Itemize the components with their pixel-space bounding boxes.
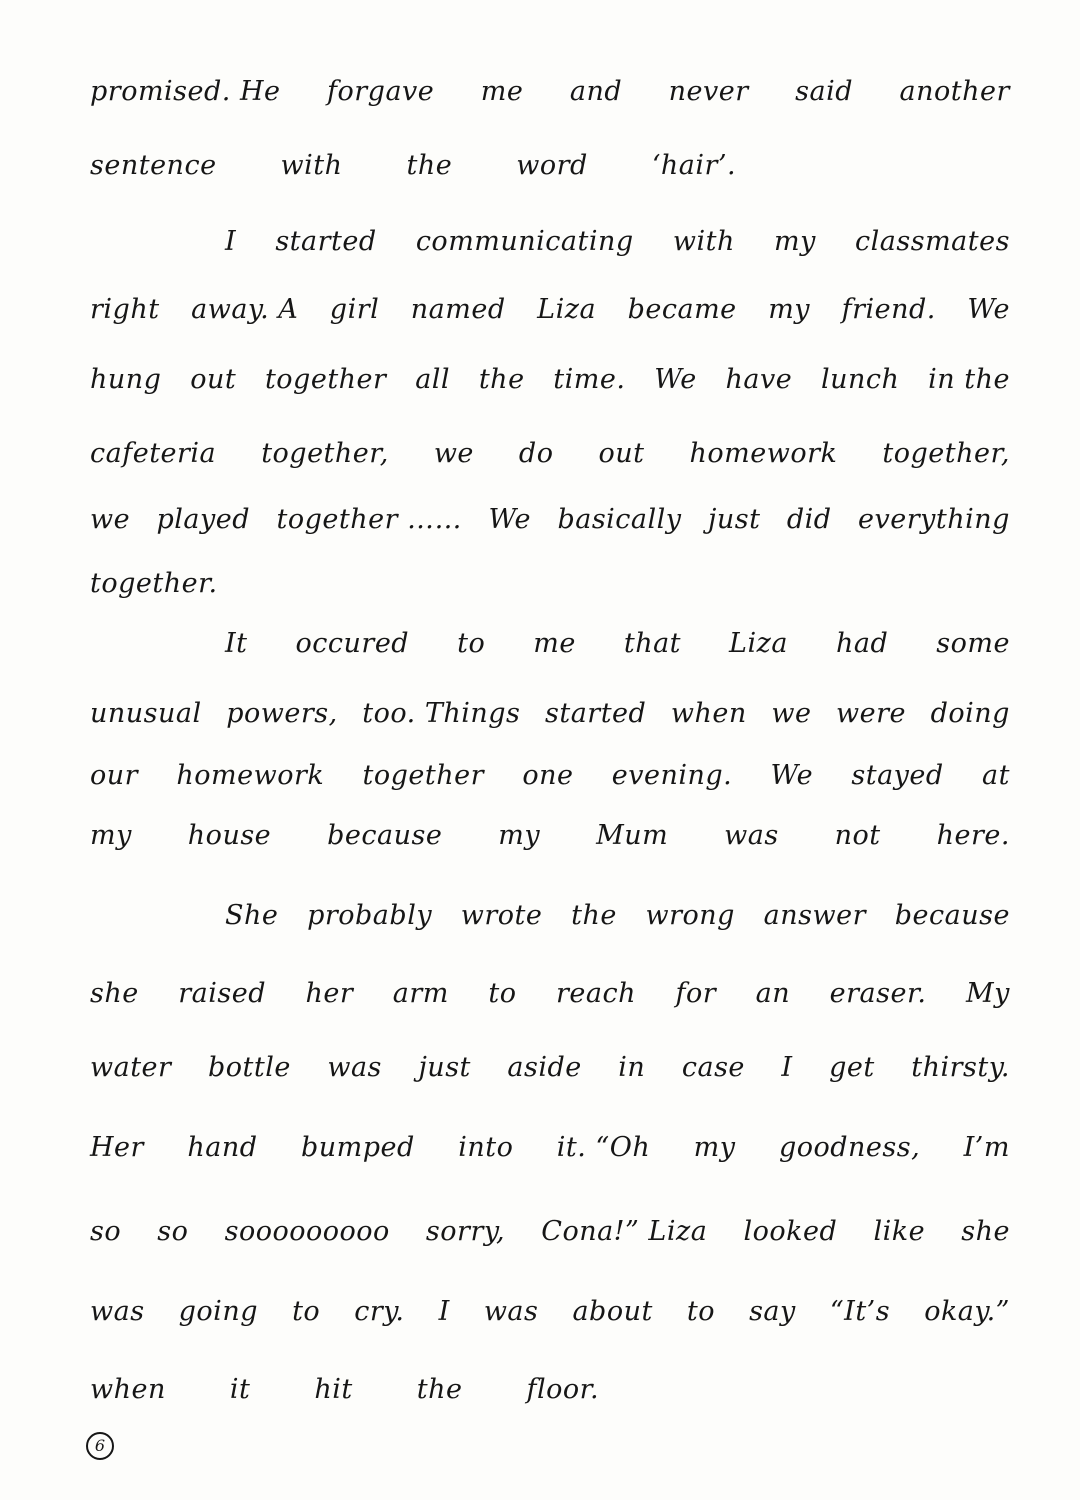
word: just xyxy=(418,1052,471,1083)
word: out xyxy=(598,438,645,469)
word: classmates xyxy=(855,226,1010,257)
word: my xyxy=(693,1132,736,1163)
word: cafeteria xyxy=(90,438,217,469)
word: she xyxy=(961,1216,1010,1247)
word: doing xyxy=(930,698,1010,729)
text-line xyxy=(90,1374,1010,1405)
word: word xyxy=(516,150,588,181)
page-number xyxy=(86,1432,114,1460)
word: to xyxy=(457,628,486,659)
word: We xyxy=(488,504,532,535)
word: for xyxy=(675,978,717,1009)
word: powers, xyxy=(226,698,338,729)
word: my xyxy=(768,294,811,325)
word: too. Things xyxy=(362,698,521,729)
word: reach xyxy=(556,978,636,1009)
word: case xyxy=(681,1052,745,1083)
word: we xyxy=(433,438,474,469)
word: all xyxy=(415,364,451,395)
word: because xyxy=(894,900,1010,931)
word: so xyxy=(157,1216,189,1247)
word: Mum xyxy=(596,820,669,851)
text-line xyxy=(90,150,1010,181)
text-line xyxy=(90,1052,1010,1083)
text-line xyxy=(90,504,1010,535)
word: were xyxy=(836,698,907,729)
word: stayed xyxy=(851,760,944,791)
word: together. xyxy=(90,568,218,599)
word: with xyxy=(672,226,735,257)
word: never xyxy=(668,76,749,107)
word: together xyxy=(362,760,485,791)
word: do xyxy=(518,438,554,469)
word: I xyxy=(781,1052,793,1083)
word: like xyxy=(873,1216,926,1247)
word: occured xyxy=(295,628,410,659)
word: her xyxy=(305,978,354,1009)
word: here. xyxy=(936,820,1010,851)
word: evening. xyxy=(611,760,733,791)
text-line xyxy=(90,76,1010,107)
word: hung xyxy=(90,364,162,395)
word: water xyxy=(90,1052,172,1083)
word: We xyxy=(654,364,697,395)
word: an xyxy=(755,978,791,1009)
word: We xyxy=(770,760,814,791)
text-line xyxy=(90,294,1010,325)
word: Cona!” Liza xyxy=(541,1216,708,1247)
word: house xyxy=(187,820,272,851)
word: sorry, xyxy=(425,1216,506,1247)
word: communicating xyxy=(415,226,634,257)
word: floor. xyxy=(526,1374,600,1405)
word: me xyxy=(533,628,576,659)
word: together, xyxy=(882,438,1010,469)
text-line xyxy=(90,760,1010,791)
text-line xyxy=(90,438,1010,469)
word: to xyxy=(292,1296,321,1327)
word: was xyxy=(327,1052,382,1083)
word: hit xyxy=(314,1374,353,1405)
word: it xyxy=(229,1374,251,1405)
word: when xyxy=(670,698,747,729)
word: started xyxy=(275,226,377,257)
word: bumped xyxy=(300,1132,415,1163)
word: girl xyxy=(329,294,380,325)
word: into xyxy=(458,1132,514,1163)
word: okay.” xyxy=(924,1296,1010,1327)
word: with xyxy=(280,150,343,181)
word: together …… xyxy=(276,504,463,535)
word: together, xyxy=(261,438,389,469)
word: say xyxy=(749,1296,796,1327)
word: homework xyxy=(176,760,325,791)
word: bottle xyxy=(207,1052,291,1083)
word: she xyxy=(90,978,139,1009)
word: played xyxy=(156,504,251,535)
word: we xyxy=(90,504,131,535)
text-line xyxy=(90,978,1010,1009)
word: Liza xyxy=(729,628,788,659)
word: another xyxy=(899,76,1010,107)
word: probably xyxy=(307,900,433,931)
word: the xyxy=(571,900,617,931)
word: raised xyxy=(178,978,266,1009)
word: goodness, xyxy=(778,1132,921,1163)
word: in the xyxy=(928,364,1010,395)
word: away. A xyxy=(191,294,299,325)
word: lunch xyxy=(820,364,900,395)
word: my xyxy=(498,820,541,851)
word: time. xyxy=(553,364,626,395)
text-line xyxy=(90,1296,1010,1327)
word: forgave xyxy=(327,76,435,107)
text-line xyxy=(225,628,1010,659)
word: when xyxy=(90,1374,166,1405)
word: going xyxy=(178,1296,258,1327)
word: my xyxy=(774,226,816,257)
word: She xyxy=(225,900,279,931)
word: aside xyxy=(507,1052,582,1083)
word: and xyxy=(569,76,623,107)
text-line xyxy=(90,820,1010,851)
word: basically xyxy=(557,504,682,535)
word: one xyxy=(522,760,574,791)
word: it. “Oh xyxy=(556,1132,651,1163)
word: had xyxy=(835,628,889,659)
word: that xyxy=(623,628,682,659)
word: out xyxy=(190,364,237,395)
word: “It’s xyxy=(829,1296,891,1327)
word: the xyxy=(416,1374,463,1405)
word: said xyxy=(795,76,854,107)
word: friend. xyxy=(841,294,936,325)
word: not xyxy=(834,820,881,851)
word: Her xyxy=(90,1132,144,1163)
word: answer xyxy=(763,900,867,931)
word: wrong xyxy=(645,900,735,931)
word: so xyxy=(90,1216,122,1247)
word: thirsty. xyxy=(911,1052,1010,1083)
word: looked xyxy=(743,1216,838,1247)
word: some xyxy=(936,628,1010,659)
word: we xyxy=(771,698,812,729)
word: everything xyxy=(858,504,1010,535)
word: my xyxy=(90,820,132,851)
word: ‘hair’. xyxy=(651,150,737,181)
text-line xyxy=(90,1216,1010,1247)
word: started xyxy=(545,698,647,729)
word: did xyxy=(786,504,832,535)
word: in xyxy=(618,1052,646,1083)
word: My xyxy=(966,978,1010,1009)
word: our xyxy=(90,760,139,791)
word: We xyxy=(967,294,1010,325)
word: about xyxy=(572,1296,653,1327)
word: was xyxy=(90,1296,145,1327)
word: have xyxy=(725,364,793,395)
word: cry. xyxy=(354,1296,405,1327)
text-line xyxy=(225,226,1010,257)
word: because xyxy=(327,820,443,851)
word: to xyxy=(686,1296,716,1327)
word: hand xyxy=(187,1132,258,1163)
word: the xyxy=(478,364,525,395)
word: unusual xyxy=(90,698,202,729)
word: eraser. xyxy=(829,978,927,1009)
word: wrote xyxy=(460,900,543,931)
word: became xyxy=(627,294,737,325)
word: was xyxy=(483,1296,539,1327)
page-number-text: 6 xyxy=(94,1436,106,1455)
word: at xyxy=(981,760,1010,791)
word: was xyxy=(724,820,779,851)
word: named xyxy=(410,294,506,325)
text-line xyxy=(225,900,1010,931)
word: I xyxy=(225,226,237,257)
text-line xyxy=(90,568,1010,599)
word: just xyxy=(707,504,761,535)
word: Liza xyxy=(537,294,597,325)
word: right xyxy=(90,294,160,325)
word: get xyxy=(829,1052,875,1083)
text-line xyxy=(90,1132,1010,1163)
word: It xyxy=(225,628,248,659)
word: to xyxy=(488,978,517,1009)
word: together xyxy=(264,364,387,395)
word: me xyxy=(480,76,524,107)
word: arm xyxy=(392,978,449,1009)
word: sooooooooo xyxy=(224,1216,390,1247)
word: the xyxy=(406,150,453,181)
word: sentence xyxy=(90,150,217,181)
word: homework xyxy=(689,438,838,469)
word: I xyxy=(438,1296,450,1327)
text-line xyxy=(90,698,1010,729)
word: promised. He xyxy=(90,76,281,107)
text-line xyxy=(90,364,1010,395)
word: I’m xyxy=(963,1132,1010,1163)
